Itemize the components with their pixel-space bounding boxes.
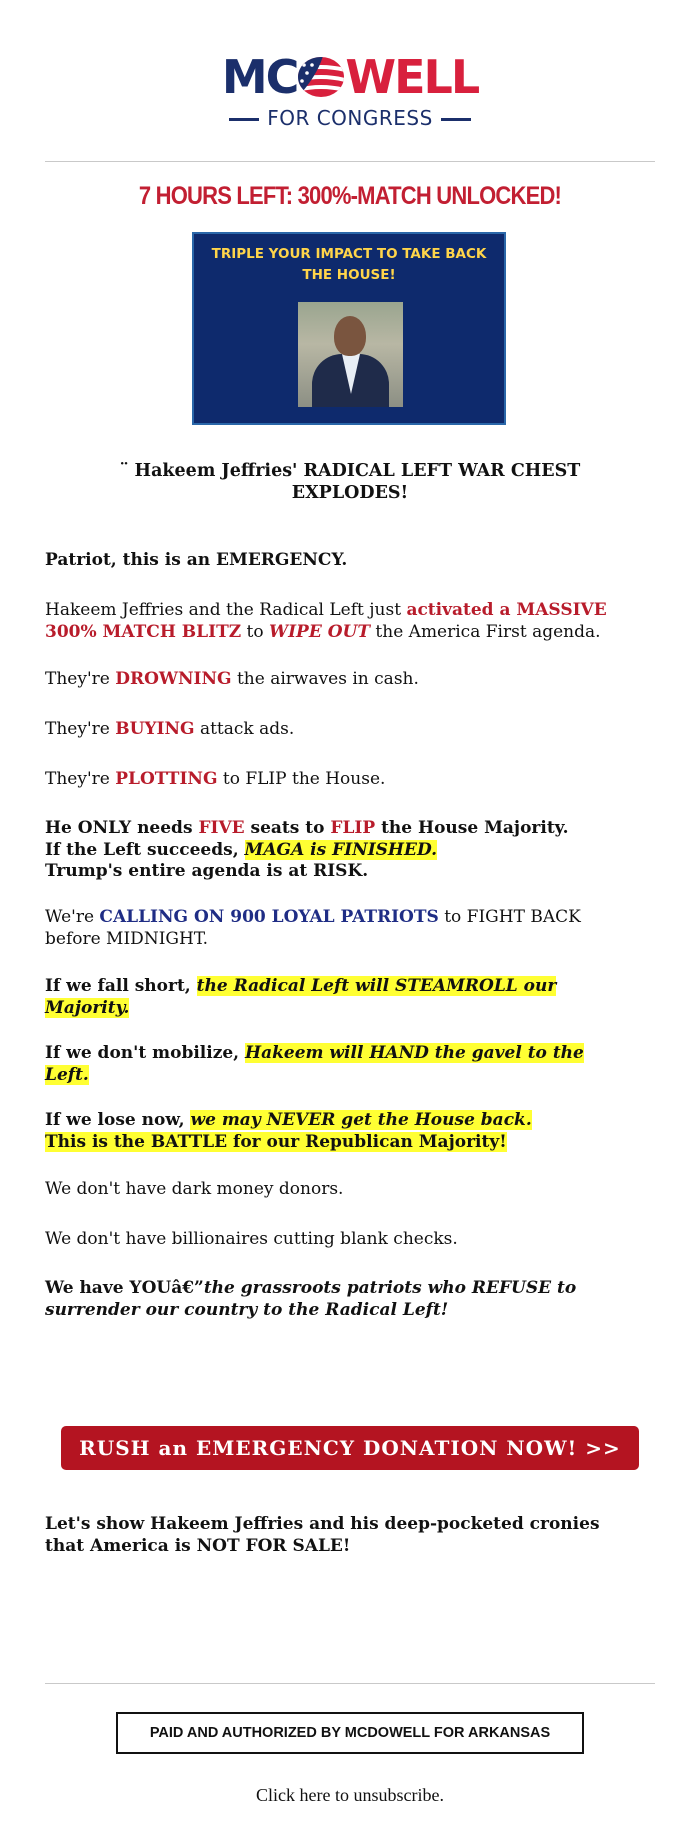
paragraph-five-seats: He ONLY needs FIVE seats to FLIP the House Majority. If the Left succeeds, MAGA is FINISHED. Trump's entire agenda is at RISK.: [45, 818, 569, 881]
paragraph-fall-short: If we fall short, the Radical Left will STEAMROLL our Majority.: [45, 976, 557, 1018]
paragraph-drowning: They're DROWNING the airwaves in cash.: [45, 669, 419, 689]
divider-top: [45, 161, 655, 162]
paragraph-calling-patriots: We're CALLING ON 900 LOYAL PATRIOTS to FIGHT BACK before MIDNIGHT.: [45, 907, 581, 949]
paragraph-emergency: Patriot, this is an EMERGENCY.: [45, 550, 348, 570]
donate-button[interactable]: RUSH an EMERGENCY DONATION NOW! >>: [61, 1426, 639, 1470]
sub-headline: ¨ Hakeem Jeffries' RADICAL LEFT WAR CHEST EXPLODES!: [119, 461, 581, 503]
logo-text-mc: MC: [221, 50, 298, 104]
logo-text-well: WELL: [345, 50, 479, 104]
flag-o-icon: [297, 56, 345, 98]
candidate-photo: [298, 302, 403, 407]
paragraph-grassroots: We have YOUâ€”the grassroots patriots who REFUSE to surrender our country to the Radical Left!: [45, 1278, 577, 1320]
headline: 7 HOURS LEFT: 300%-MATCH UNLOCKED!: [138, 181, 562, 210]
hero-banner[interactable]: [192, 232, 506, 425]
paragraph-plotting: They're PLOTTING to FLIP the House.: [45, 769, 386, 789]
paragraph-mobilize: If we don't mobilize, Hakeem will HAND the gavel to the Left.: [45, 1043, 584, 1085]
paid-for-disclaimer: PAID AND AUTHORIZED BY MCDOWELL FOR ARKANSAS: [116, 1712, 584, 1754]
campaign-logo: [45, 52, 655, 137]
paragraph-billionaires: We don't have billionaires cutting blank checks.: [45, 1229, 458, 1249]
banner-text: TRIPLE YOUR IMPACT TO TAKE BACK THE HOUSE!: [211, 246, 487, 283]
divider-bottom: [45, 1683, 655, 1684]
paragraph-match-blitz: Hakeem Jeffries and the Radical Left just activated a MASSIVE 300% MATCH BLITZ to WIPE OUT the America First agenda.: [45, 600, 607, 642]
logo-subtitle: FOR CONGRESS: [221, 106, 479, 130]
paragraph-buying: They're BUYING attack ads.: [45, 719, 295, 739]
paragraph-lose-now: If we lose now, we may NEVER get the House back. This is the BATTLE for our Republican Majority!: [45, 1110, 532, 1152]
paragraph-not-for-sale: Let's show Hakeem Jeffries and his deep-pocketed cronies that America is NOT FOR SALE!: [45, 1514, 600, 1556]
unsubscribe-link[interactable]: Click here to unsubscribe.: [256, 1785, 444, 1805]
paragraph-dark-money: We don't have dark money donors.: [45, 1179, 344, 1199]
